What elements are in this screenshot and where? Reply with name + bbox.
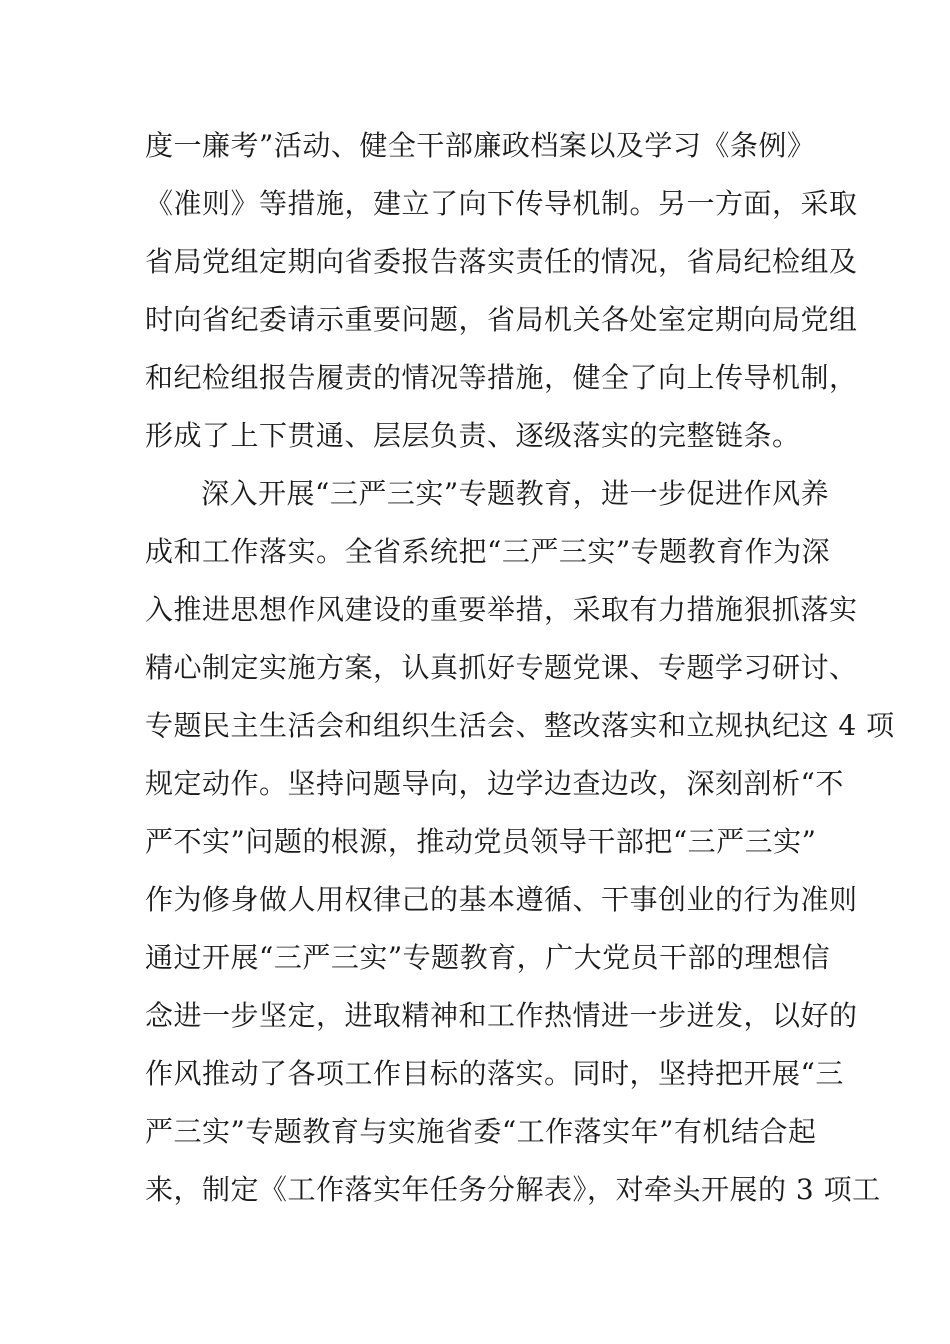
text-line: 规定动作。坚持问题导向，边学边查边改，深刻剖析“不 (145, 767, 844, 800)
text-line: 严不实”问题的根源，推动党员领导干部把“三严三实” (145, 825, 817, 858)
text-line: 入推进思想作风建设的重要举措，采取有力措施狠抓落实 (145, 593, 858, 626)
text-line: 来，制定《工作落实年任务分解表》，对牵头开展的 3 项工 (145, 1173, 881, 1206)
text-line: 专题民主生活会和组织生活会、整改落实和立规执纪这 4 项 (145, 709, 895, 742)
text-line: 念进一步坚定，进取精神和工作热情进一步迸发，以好的 (145, 999, 858, 1032)
text-line: 通过开展“三严三实”专题教育，广大党员干部的理想信 (145, 941, 831, 974)
text-line: 省局党组定期向省委报告落实责任的情况，省局纪检组及 (145, 245, 858, 278)
text-line: 时向省纪委请示重要问题，省局机关各处室定期向局党组 (145, 303, 858, 336)
text-line: 和纪检组报告履责的情况等措施，健全了向上传导机制， (145, 361, 858, 394)
text-line: 作为修身做人用权律己的基本遵循、干事创业的行为准则 (145, 883, 858, 916)
text-line: 精心制定实施方案，认真抓好专题党课、专题学习研讨、 (145, 651, 858, 684)
paragraph-first-line: 深入开展“三严三实”专题教育，进一步促进作风养 (201, 477, 830, 510)
text-line: 成和工作落实。全省系统把“三严三实”专题教育作为深 (145, 535, 831, 568)
text-line: 《准则》等措施，建立了向下传导机制。另一方面，采取 (145, 187, 858, 220)
text-line: 严三实”专题教育与实施省委“工作落实年”有机结合起 (145, 1115, 817, 1148)
text-line: 度一廉考”活动、健全干部廉政档案以及学习《条例》 (145, 129, 816, 162)
text-line: 形成了上下贯通、层层负责、逐级落实的完整链条。 (145, 419, 801, 452)
text-line: 作风推动了各项工作目标的落实。同时，坚持把开展“三 (145, 1057, 844, 1090)
